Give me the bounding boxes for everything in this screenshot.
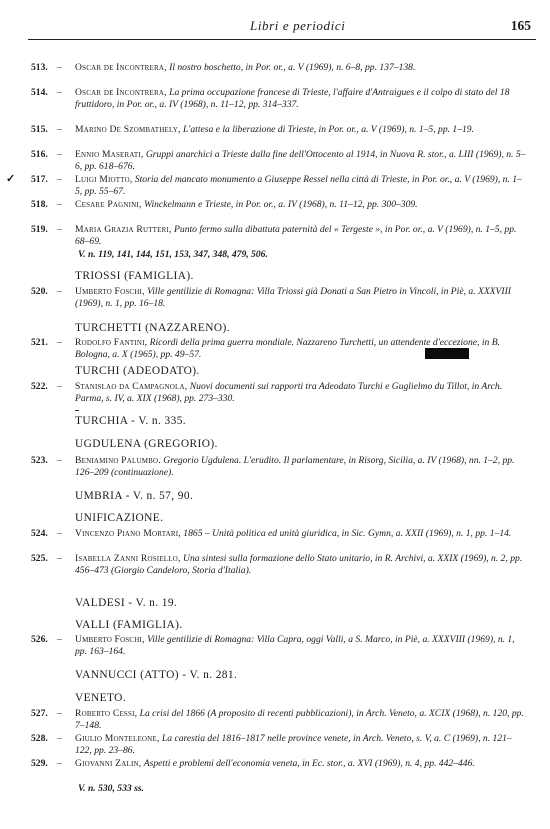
margin-mark: ✓	[6, 173, 16, 185]
entry-dash: –	[57, 87, 62, 98]
entry-body	[75, 199, 528, 211]
entry-dash: –	[57, 124, 62, 135]
entry-author: Luigi Miotto,	[75, 174, 133, 185]
running-title: Libri e periodici	[250, 18, 346, 33]
entry-text: Gruppi anarchici a Trieste dalla fine dell'Ottocento al 1914, in Nuova R. stor., a. LIII (1969), n. 5–6, pp. 618–676.	[75, 149, 526, 173]
entry-author: Oscar de Incontrera,	[75, 62, 167, 73]
entry-dash: –	[57, 199, 62, 210]
entry-dash: –	[57, 733, 62, 744]
entry-body	[75, 224, 528, 249]
entry-body	[75, 87, 528, 112]
bibliography-entry	[0, 62, 550, 74]
subject-heading: UNIFICAZIONE.	[75, 512, 164, 524]
entry-number: 519.	[31, 224, 48, 235]
entry-number: 526.	[31, 634, 48, 645]
bibliography-entry	[0, 224, 550, 249]
bibliography-entry	[0, 124, 550, 136]
entry-dash: –	[57, 337, 62, 348]
entry-body	[75, 528, 528, 540]
entry-body	[75, 733, 528, 758]
entry-dash: –	[57, 149, 62, 160]
ink-blot	[425, 348, 469, 359]
entry-body	[75, 553, 528, 578]
entry-number: 529.	[31, 758, 48, 769]
bibliography-entry	[0, 733, 550, 758]
page-header	[0, 20, 550, 40]
bibliography-entry	[0, 199, 550, 211]
entry-number: 518.	[31, 199, 48, 210]
entry-dash: –	[57, 708, 62, 719]
entry-number: 513.	[31, 62, 48, 73]
bibliography-entry	[0, 553, 550, 578]
entry-text: Il nostro boschetto, in Por. or., a. V (1969), n. 6–8, pp. 137–138.	[169, 62, 416, 73]
entry-number: 521.	[31, 337, 48, 348]
subject-heading: UMBRIA - V. n. 57, 90.	[75, 490, 194, 502]
subject-heading: TURCHIA - V. n. 335.	[75, 415, 187, 427]
bibliography-entry	[0, 455, 550, 480]
entry-author: Rodolfo Fantini,	[75, 337, 148, 348]
stray-tick	[75, 410, 79, 411]
bibliography-entry	[0, 149, 550, 174]
entry-author: Ennio Maserati,	[75, 149, 144, 160]
entry-author: Cesare Pagnini,	[75, 199, 142, 210]
page-number: 165	[510, 18, 531, 33]
header-rule	[28, 39, 536, 40]
entry-dash: –	[57, 286, 62, 297]
entry-dash: –	[57, 758, 62, 769]
entry-number: 525.	[31, 553, 48, 564]
entry-number: 516.	[31, 149, 48, 160]
entry-number: 517.	[31, 174, 48, 185]
entry-body	[75, 149, 528, 174]
subject-heading: VALDESI - V. n. 19.	[75, 597, 178, 609]
subject-heading: TURCHETTI (NAZZARENO).	[75, 322, 230, 334]
entry-text: Una sintesi sulla formazione dello Stato unitario, in R. Archivi, a. XXIX (1969), n. 2, pp. 456–473 (Giorgio Candeloro, Storia d'Italia).	[75, 553, 523, 577]
bibliography-entry	[0, 174, 550, 199]
entry-text: Storia del mancato monumento a Giuseppe Ressel nella città di Trieste, in Por. or., a. V (1969), n. 1–5, pp. 55–67.	[75, 174, 522, 198]
entry-author: Isabella Zanni Rosiello,	[75, 553, 181, 564]
subject-heading: VENETO.	[75, 692, 126, 704]
entry-text: Winckelmann e Trieste, in Por. or., a. IV (1968), n. 11–12, pp. 300–309.	[144, 199, 418, 210]
entry-number: 520.	[31, 286, 48, 297]
entry-body	[75, 174, 528, 199]
entry-body	[75, 634, 528, 659]
entry-text: Punto fermo sulla dibattuta paternità del « Tergeste », in Por. or., a. V (1969), n. 1–5, pp. 68–69.	[75, 224, 517, 248]
entry-dash: –	[57, 174, 62, 185]
bibliography-entry	[0, 758, 550, 770]
subject-heading: VANNUCCI (ATTO) - V. n. 281.	[75, 669, 238, 681]
entry-dash: –	[57, 62, 62, 73]
entry-body	[75, 62, 528, 74]
bibliography-entry	[0, 528, 550, 540]
entry-dash: –	[57, 553, 62, 564]
bibliography-entry	[0, 634, 550, 659]
bibliography-entry	[0, 286, 550, 311]
entry-author: Giovanni Zalin,	[75, 758, 142, 769]
entry-author: Maria Grazia Rutteri,	[75, 224, 172, 235]
entry-text: Nuovi documenti sui rapporti tra Adeodato Turchi e Guglielmo du Tillot, in Arch. Parma, s. IV, a. XIX (1968), pp. 273–330.	[75, 381, 503, 405]
entry-body	[75, 708, 528, 733]
entry-text: La crisi del 1866 (A proposito di recenti pubblicazioni), in Arch. Veneto, a. XCIX (1968), n. 120, pp. 7–148.	[75, 708, 524, 732]
subject-heading: TURCHI (ADEODATO).	[75, 365, 200, 377]
entry-number: 515.	[31, 124, 48, 135]
entry-author: Beniamino Palumbo.	[75, 455, 161, 466]
entry-text: Ville gentilizie di Romagna: Villa Capra, oggi Valli, a S. Marco, in Piè, a. XXXVIII (1969), n. 1, pp. 163–164.	[75, 634, 515, 658]
entry-text: Ricordi della prima guerra mondiale. Nazzareno Turchetti, un attendente d'eccezione, in B. Bologna, a. X (1965), pp. 49–57.	[75, 337, 500, 361]
entry-dash: –	[57, 634, 62, 645]
entry-dash: –	[57, 381, 62, 392]
entry-number: 522.	[31, 381, 48, 392]
entry-number: 527.	[31, 708, 48, 719]
entry-body	[75, 286, 528, 311]
entry-author: Vincenzo Piano Mortari,	[75, 528, 181, 539]
bibliography-entry	[0, 87, 550, 112]
cross-reference: V. n. 119, 141, 144, 151, 153, 347, 348, 479, 506.	[78, 249, 268, 260]
entry-number: 528.	[31, 733, 48, 744]
entry-author: Marino De Szombathely,	[75, 124, 181, 135]
subject-heading: VALLI (FAMIGLIA).	[75, 619, 183, 631]
entry-text: Aspetti e problemi dell'economia veneta, in Ec. stor., a. XVI (1969), n. 4, pp. 442–446.	[143, 758, 475, 769]
subject-heading: UGDULENA (GREGORIO).	[75, 438, 218, 450]
entry-author: Giulio Monteleone,	[75, 733, 160, 744]
entry-number: 524.	[31, 528, 48, 539]
entry-text: Gregorio Ugdulena. L'erudito. Il parlamentare, in Risorg, Sicilia, a. IV (1968), nn. 1–2, pp. 126–209 (continuazione).	[75, 455, 515, 479]
entry-author: Umberto Foschi,	[75, 286, 145, 297]
bibliography-entry	[0, 708, 550, 733]
entry-text: Ville gentilizie di Romagna: Villa Triossi già Donati a San Pietro in Vincoli, in Piè, a. XXXVIII (1969), n. 1, pp. 16–18.	[75, 286, 511, 310]
entry-number: 514.	[31, 87, 48, 98]
entry-body	[75, 381, 528, 406]
entry-body	[75, 455, 528, 480]
entry-body	[75, 124, 528, 136]
entry-body	[75, 758, 528, 770]
entry-dash: –	[57, 455, 62, 466]
cross-reference: V. n. 530, 533 ss.	[78, 783, 144, 794]
subject-heading: TRIOSSI (FAMIGLIA).	[75, 270, 194, 282]
entry-text: La prima occupazione francese di Trieste, l'affaire d'Antraigues e il colpo di stato del 18 fruttidoro, in Por. or., a. IV (1968), n. 11–12, pp. 314–337.	[75, 87, 510, 111]
entry-dash: –	[57, 224, 62, 235]
entry-author: Oscar de Incontrera,	[75, 87, 167, 98]
entry-text: L'attesa e la liberazione di Trieste, in Por. or., a. V (1969), n. 1–5, pp. 1–19.	[182, 124, 475, 135]
entry-number: 523.	[31, 455, 48, 466]
entry-text: La carestia del 1816–1817 nelle province venete, in Arch. Veneto, s. V, a. C (1969), n. 121–122, pp. 23–86.	[75, 733, 512, 757]
bibliography-entry	[0, 381, 550, 406]
entry-text: 1865 – Unità politica ed unità giuridica, in Sic. Gymn, a. XXII (1969), n. 1, pp. 1–14.	[183, 528, 512, 539]
entry-author: Umberto Foschi,	[75, 634, 145, 645]
entry-author: Stanislao da Campagnola,	[75, 381, 188, 392]
entry-author: Roberto Cessi,	[75, 708, 138, 719]
entry-dash: –	[57, 528, 62, 539]
